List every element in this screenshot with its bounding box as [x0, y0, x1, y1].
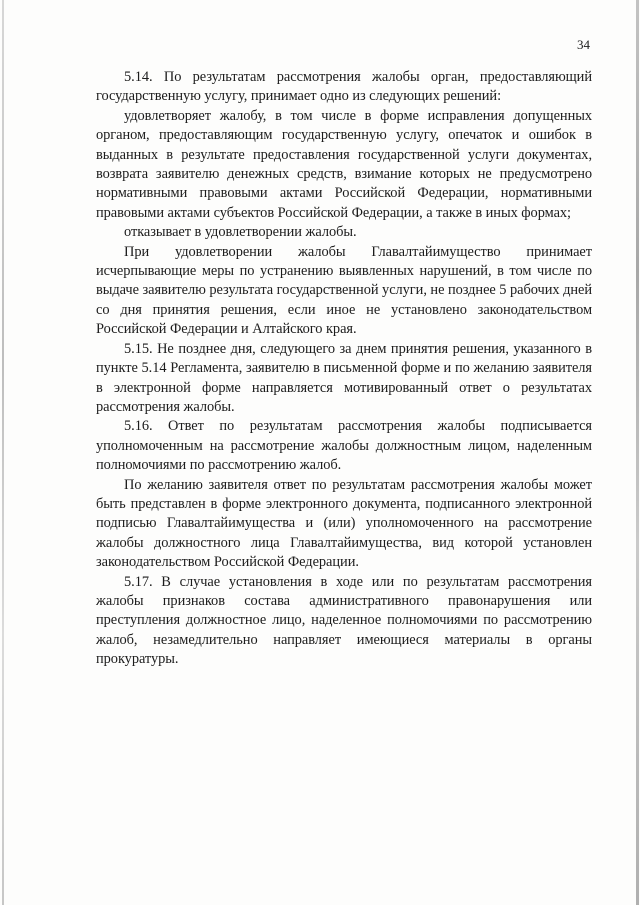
paragraph-satisfy-complaint: удовлетворяет жалобу, в том числе в форме исправления допущенных органом, предоставляющим государственную услугу, опечаток и ошибок в выданных в результате предоставления государственной услуги документах, возврата заявителю денежных средств, взимание которых не предусмотрено нормативными правовыми актами Российской Федерации, нормативными правовыми актами субъектов Российской Федерации, а также в иных формах;	[96, 107, 592, 221]
scan-edge-left	[2, 0, 4, 905]
paragraph-remedy-measures: При удовлетворении жалобы Главалтайимущество принимает исчерпывающие меры по устранению выявленных нарушений, в том числе по выдаче заявителю результата государственной услуги, не позднее 5 рабочих дней со дня принятия решения, если иное не установлено законодательством Российской Федерации и Алтайского края.	[96, 243, 592, 338]
paragraph-5-14: 5.14. По результатам рассмотрения жалобы орган, предоставляющий государственную услугу, принимает одно из следующих решений:	[96, 69, 592, 105]
paragraph-electronic-response: По желанию заявителя ответ по результатам рассмотрения жалобы может быть представлен в форме электронного документа, подписанного электронной подписью Главалтайимущества и (или) уполномоченного на рассмотрение жалобы должностного лица Главалтайимущества, вид которой установлен законодательством Российской Федерации.	[96, 476, 592, 571]
document-body	[96, 68, 592, 670]
page-number: 34	[577, 37, 590, 52]
scan-edge-right	[636, 0, 639, 905]
paragraph-refuse-complaint: отказывает в удовлетворении жалобы.	[124, 224, 357, 241]
paragraph-5-16: 5.16. Ответ по результатам рассмотрения жалобы подписывается уполномоченным на рассмотрение жалобы должностным лицом, наделенным полномочиями по рассмотрению жалоб.	[96, 418, 592, 474]
paragraph-5-17: 5.17. В случае установления в ходе или по результатам рассмотрения жалобы признаков состава административного правонарушения или преступления должностное лицо, наделенное полномочиями по рассмотрению жалоб, незамедлительно направляет имеющиеся материалы в органы прокуратуры.	[96, 573, 592, 668]
paragraph-5-15: 5.15. Не позднее дня, следующего за днем принятия решения, указанного в пункте 5.14 Регламента, заявителю в письменной форме и по желанию заявителя в электронной форме направляется мотивированный ответ о результатах рассмотрения жалобы.	[96, 340, 592, 415]
